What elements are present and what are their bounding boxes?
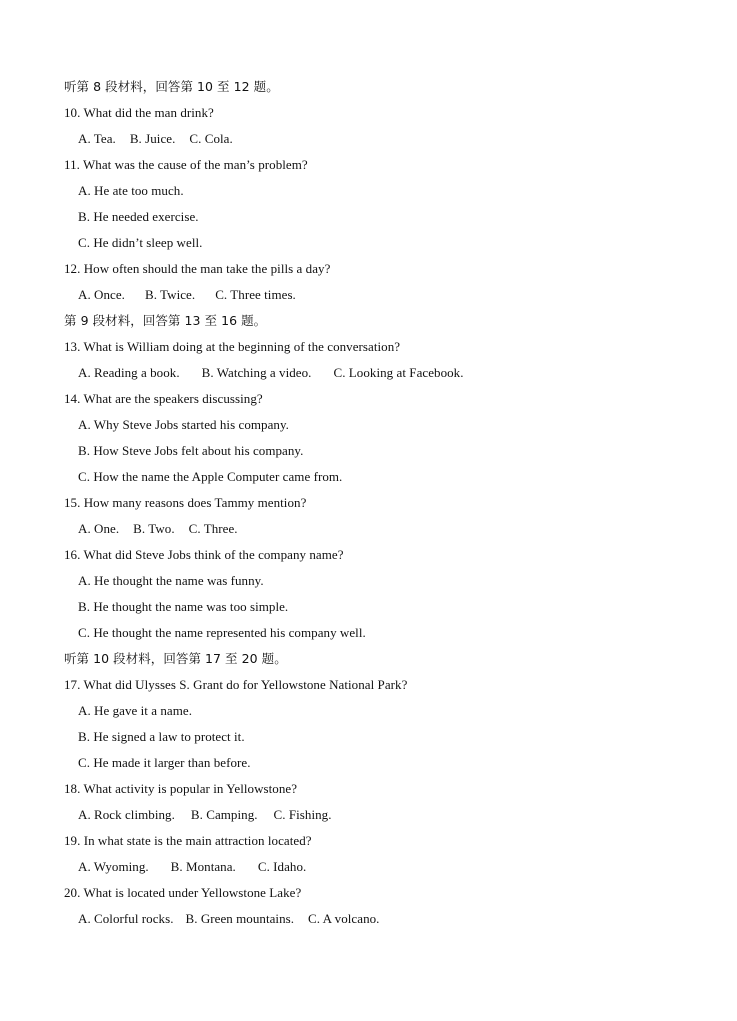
answer-option: A. Reading a book.	[78, 365, 180, 380]
answer-option: C. Looking at Facebook.	[333, 365, 464, 380]
answer-option: B. He signed a law to protect it.	[78, 729, 245, 744]
answer-option: A. One.	[78, 521, 120, 536]
answer-option: A. Why Steve Jobs started his company.	[78, 417, 289, 432]
question-text: 10. What did the man drink?	[64, 105, 214, 120]
answer-option: A. Rock climbing.	[78, 807, 175, 822]
question-text: 11. What was the cause of the man’s problem?	[64, 157, 308, 172]
question-text: 18. What activity is popular in Yellowstone?	[64, 781, 298, 796]
answer-option: B. Twice.	[144, 287, 196, 302]
answer-option: A. He thought the name was funny.	[78, 573, 264, 588]
question-text: 14. What are the speakers discussing?	[64, 391, 263, 406]
answer-option: C. Idaho.	[257, 859, 307, 874]
answer-options-row	[0, 906, 737, 932]
answer-option: B. Juice.	[129, 131, 176, 146]
answer-option: B. Two.	[133, 521, 175, 536]
question-text: 17. What did Ulysses S. Grant do for Yellowstone National Park?	[64, 677, 408, 692]
answer-option: B. He needed exercise.	[78, 209, 199, 224]
answer-options-row	[0, 516, 737, 542]
answer-option: C. He didn’t sleep well.	[78, 235, 203, 250]
answer-options-row	[0, 360, 737, 386]
answer-option: A. Colorful rocks.	[78, 911, 174, 926]
question-text: 13. What is William doing at the beginning of the conversation?	[64, 339, 401, 354]
section-heading: 第 9 段材料，回答第 13 至 16 题。	[64, 313, 267, 328]
answer-option: B. He thought the name was too simple.	[78, 599, 289, 614]
answer-options-row	[0, 282, 737, 308]
answer-options-row	[0, 854, 737, 880]
answer-option: B. Montana.	[170, 859, 236, 874]
question-text: 16. What did Steve Jobs think of the company name?	[64, 547, 344, 562]
question-text: 20. What is located under Yellowstone Lake?	[64, 885, 302, 900]
answer-option: C. He thought the name represented his company well.	[78, 625, 366, 640]
question-text: 12. How often should the man take the pills a day?	[64, 261, 331, 276]
answer-option: B. Green mountains.	[185, 911, 295, 926]
answer-option: C. Three times.	[215, 287, 296, 302]
answer-option: C. Fishing.	[273, 807, 332, 822]
answer-option: A. Tea.	[78, 131, 116, 146]
question-text: 15. How many reasons does Tammy mention?	[64, 495, 307, 510]
answer-option: C. How the name the Apple Computer came from.	[78, 469, 343, 484]
answer-option: A. He gave it a name.	[78, 703, 193, 718]
answer-options-row	[0, 126, 737, 152]
answer-option: C. A volcano.	[308, 911, 380, 926]
section-heading: 听第 10 段材料，回答第 17 至 20 题。	[64, 651, 287, 666]
answer-option: C. Three.	[188, 521, 238, 536]
answer-option: C. Cola.	[189, 131, 233, 146]
question-text: 19. In what state is the main attraction located?	[64, 833, 312, 848]
worksheet-page	[0, 74, 737, 932]
answer-option: B. Watching a video.	[201, 365, 312, 380]
answer-options-row	[0, 802, 737, 828]
answer-option: A. Once.	[78, 287, 125, 302]
section-heading: 听第 8 段材料，回答第 10 至 12 题。	[64, 79, 279, 94]
answer-option: B. How Steve Jobs felt about his company.	[78, 443, 304, 458]
answer-option: A. Wyoming.	[78, 859, 149, 874]
answer-option: B. Camping.	[190, 807, 258, 822]
answer-option: A. He ate too much.	[78, 183, 184, 198]
answer-option: C. He made it larger than before.	[78, 755, 251, 770]
